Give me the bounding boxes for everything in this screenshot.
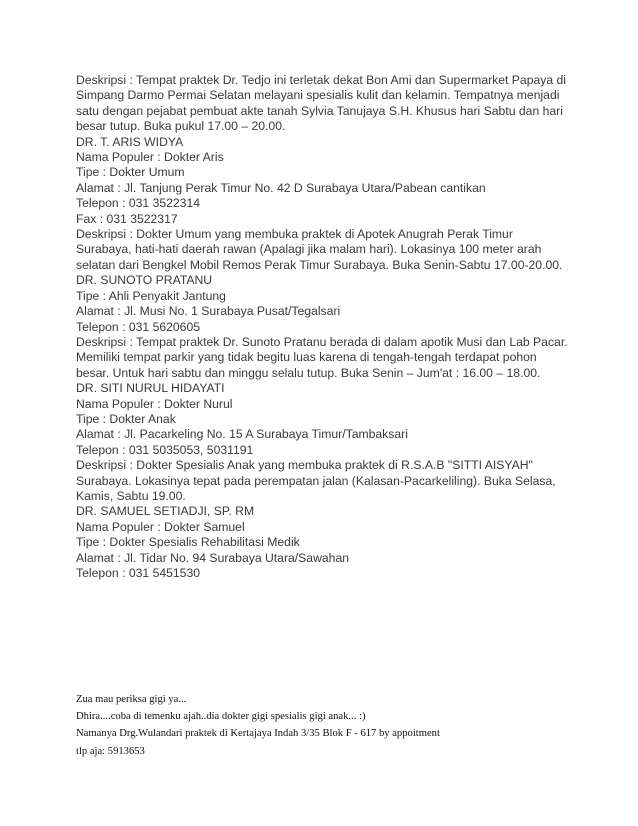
text-line: Deskripsi : Tempat praktek Dr. Tedjo ini terletak dekat Bon Ami dan Supermarket Papaya di bbox=[76, 73, 567, 87]
text-line: Fax : 031 3522317 bbox=[76, 211, 178, 226]
text-line: Deskripsi : Dokter Spesialis Anak yang membuka praktek di R.S.A.B "SITTI AISYAH" bbox=[76, 458, 533, 473]
doctor-heading: DR. SAMUEL SETIADJI, SP. RM bbox=[76, 504, 255, 519]
doctor-heading: DR. T. ARIS WIDYA bbox=[76, 134, 184, 149]
text-line: Telepon : 031 5620605 bbox=[76, 319, 201, 334]
text-line: Memiliki tempat parkir yang tidak begitu luas karena di tengah-tengah terdapat pohon bbox=[76, 350, 537, 365]
doctor-heading: DR. SITI NURUL HIDAYATI bbox=[76, 381, 225, 396]
doctor-heading: DR. SUNOTO PRATANU bbox=[76, 273, 213, 288]
text-line: Tipe : Ahli Penyakit Jantung bbox=[76, 288, 226, 303]
text-line: besar. Untuk hari sabtu dan minggu selalu tutup. Buka Senin – Jum'at : 16.00 – 18.00. bbox=[76, 365, 541, 380]
text-line: Tipe : Dokter Umum bbox=[76, 165, 185, 180]
text-line: Tipe : Dokter Anak bbox=[76, 411, 176, 426]
text-line: Nama Populer : Dokter Samuel bbox=[76, 519, 245, 534]
reply-line: Namanya Drg.Wulandari praktek di Kertajaya Indah 3/35 Blok F - 617 by appoitment bbox=[76, 728, 440, 740]
text-line: selatan dari Bengkel Mobil Remos Perak Timur Surabaya. Buka Senin-Sabtu 17.00-20.00. bbox=[76, 257, 563, 272]
text-line: Alamat : Jl. Pacarkeling No. 15 A Surabaya Timur/Tambaksari bbox=[76, 427, 408, 442]
text-line: Telepon : 031 5035053, 5031191 bbox=[76, 442, 254, 457]
text-line: besar tutup. Buka pukul 17.00 – 20.00. bbox=[76, 119, 286, 134]
text-line: Kamis, Sabtu 19.00. bbox=[76, 488, 186, 503]
text-line: satu dengan pejabat pembuat akte tanah Sylvia Tanujaya S.H. Khusus hari Sabtu dan hari bbox=[76, 103, 563, 118]
text-line: Deskripsi : Tempat praktek Dr. Sunoto Pratanu berada di dalam apotik Musi dan Lab Pacar. bbox=[76, 334, 568, 349]
text-line: Telepon : 031 5451530 bbox=[76, 566, 201, 580]
text-line: Deskripsi : Dokter Umum yang membuka praktek di Apotek Anugrah Perak Timur bbox=[76, 227, 513, 242]
doctor-directory-text bbox=[76, 73, 576, 581]
text-line: Simpang Darmo Permai Selatan melayani spesialis kulit dan kelamin. Tempatnya menjadi bbox=[76, 88, 560, 103]
reply-line: tlp aja: 5913653 bbox=[76, 745, 145, 757]
reply-line: Dhira....coba di temenku ajah..dia dokter gigi spesialis gigi anak... :) bbox=[76, 711, 366, 723]
text-line: Alamat : Jl. Musi No. 1 Surabaya Pusat/Tegalsari bbox=[76, 304, 341, 319]
text-line: Tipe : Dokter Spesialis Rehabilitasi Medik bbox=[76, 535, 300, 550]
text-line: Alamat : Jl. Tanjung Perak Timur No. 42 D Surabaya Utara/Pabean cantikan bbox=[76, 180, 486, 195]
reply-line: Zua mau periksa gigi ya... bbox=[76, 694, 187, 705]
forum-reply-text bbox=[76, 691, 576, 760]
text-line: Surabaya, hati-hati daerah rawan (Apalagi jika malam hari). Lokasinya 100 meter arah bbox=[76, 242, 542, 257]
text-line: Nama Populer : Dokter Nurul bbox=[76, 396, 233, 411]
text-line: Surabaya. Lokasinya tepat pada perempatan jalan (Kalasan-Pacarkeliling). Buka Selasa, bbox=[76, 473, 556, 488]
text-line: Nama Populer : Dokter Aris bbox=[76, 150, 224, 165]
text-line: Telepon : 031 3522314 bbox=[76, 196, 201, 211]
text-line: Alamat : Jl. Tidar No. 94 Surabaya Utara/Sawahan bbox=[76, 550, 350, 565]
